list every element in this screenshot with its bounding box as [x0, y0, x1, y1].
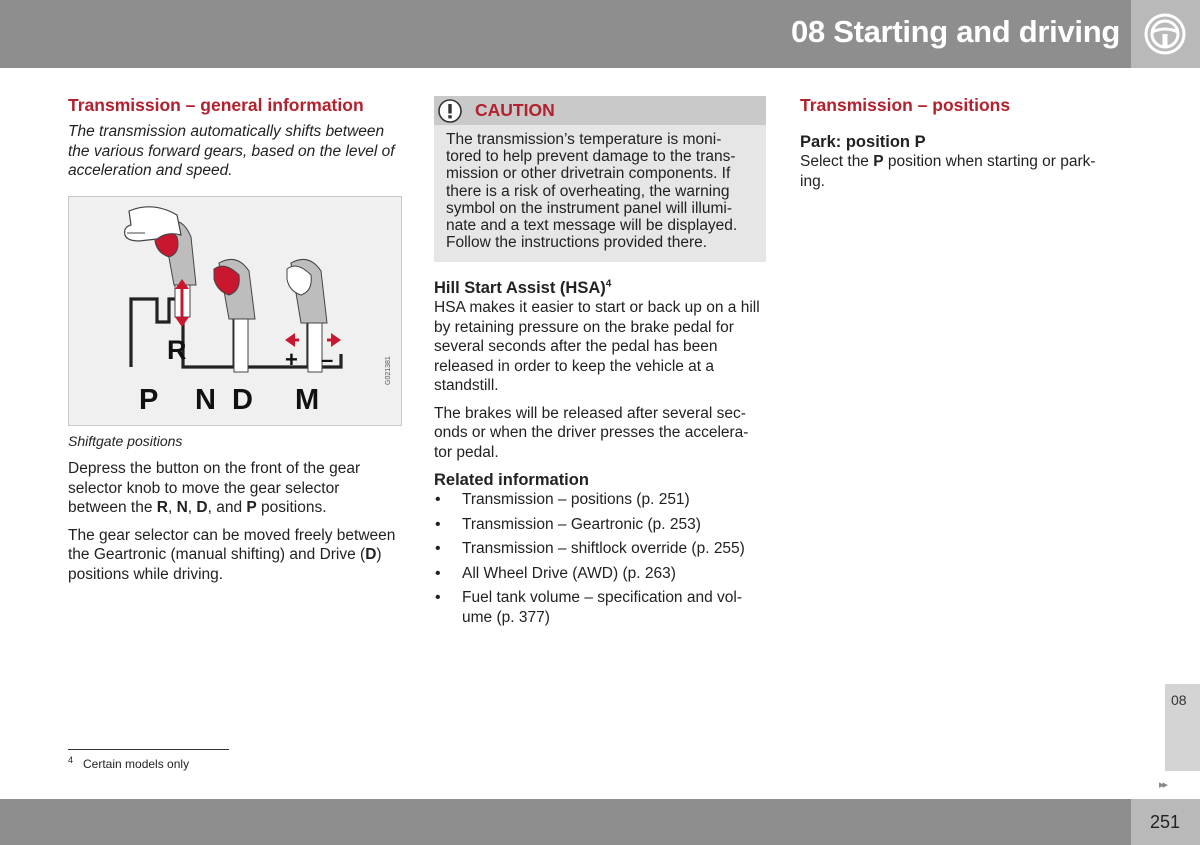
- footnote: $^4$ Certain models only: [68, 755, 190, 771]
- related-link-positions[interactable]: • Transmission – positions (p. 251): [434, 490, 766, 510]
- gear-label-n: N: [195, 383, 216, 416]
- gate-label-r: R: [167, 334, 187, 365]
- figure-caption: Shiftgate positions: [68, 432, 183, 449]
- page-number-box: [1131, 799, 1200, 845]
- chapter-tab-label: 08: [1171, 692, 1187, 708]
- hsa-paragraph-2: The brakes will be released after several sec-onds or when the driver presses the accelera-tor pedal.: [434, 404, 749, 461]
- caution-header: [434, 96, 766, 125]
- gate-label-plus: +: [285, 346, 298, 372]
- footnote-rule: [68, 749, 229, 750]
- section-heading-positions: Transmission – positions: [800, 95, 1011, 115]
- steering-wheel-icon: [1143, 12, 1187, 56]
- chapter-title: 08 Starting and driving: [791, 14, 1120, 49]
- chapter-header: [0, 0, 1200, 68]
- related-link-awd[interactable]: • All Wheel Drive (AWD) (p. 263): [434, 564, 766, 584]
- related-link-shiftlock[interactable]: • Transmission – shiftlock override (p. 255): [434, 539, 766, 559]
- chapter-icon-box: [1131, 0, 1200, 68]
- gear-label-d: D: [232, 383, 253, 416]
- caution-icon: [438, 99, 462, 123]
- column-caution-hsa: [434, 94, 766, 632]
- park-heading: Park: position P: [800, 133, 926, 151]
- next-page-arrows-icon[interactable]: ▸▸: [1159, 779, 1167, 791]
- hsa-paragraph-1: HSA makes it easier to start or back up on a hill by retaining pressure on the brake pedal for several seconds after the pedal has been released in order to keep the vehicle at a standstill.: [434, 299, 760, 395]
- column-general-information: [68, 94, 402, 592]
- paragraph-move-freely: The gear selector can be moved freely between the Geartronic (manual shifting) and Drive (D) positions while driving.: [68, 526, 396, 583]
- gate-label-minus: –: [321, 346, 334, 372]
- paragraph-depress-button: Depress the button on the front of the gear selector knob to move the gear selector between the R, N, D, and P positions.: [68, 460, 361, 516]
- park-text: Select the P position when starting or park-ing.: [800, 153, 1096, 190]
- caution-box: [434, 96, 766, 262]
- page-number: 251: [1149, 812, 1180, 832]
- hsa-heading: Hill Start Assist (HSA)$^4$: [434, 278, 612, 298]
- gear-label-m: M: [295, 383, 320, 416]
- column-positions: [800, 94, 1120, 199]
- section-heading-general: Transmission – general information: [68, 95, 364, 115]
- caution-title: CAUTION: [475, 100, 555, 120]
- related-list: [434, 490, 766, 627]
- shiftgate-figure: [68, 196, 402, 426]
- figure-code: G021381: [385, 355, 392, 385]
- intro-text: The transmission automatically shifts between the various forward gears, based on the level of acceleration and speed.: [68, 123, 395, 179]
- related-link-geartronic[interactable]: • Transmission – Geartronic (p. 253): [434, 515, 766, 535]
- chapter-tab[interactable]: [1165, 684, 1200, 771]
- related-link-fuel-tank[interactable]: • Fuel tank volume – specification and vol-ume (p. 377): [434, 588, 766, 627]
- gear-label-p: P: [139, 383, 159, 416]
- shiftgate-illustration: [69, 197, 403, 427]
- related-heading: Related information: [434, 471, 589, 490]
- page-footer: [0, 799, 1200, 845]
- caution-text: The transmission’s temperature is moni-tored to help prevent damage to the trans-mission or other drivetrain components. If there is a risk of overheating, the warning symbol on the instrument panel will illumi-nate and a text message will be displayed. Follow the instructions provided there.: [446, 131, 738, 252]
